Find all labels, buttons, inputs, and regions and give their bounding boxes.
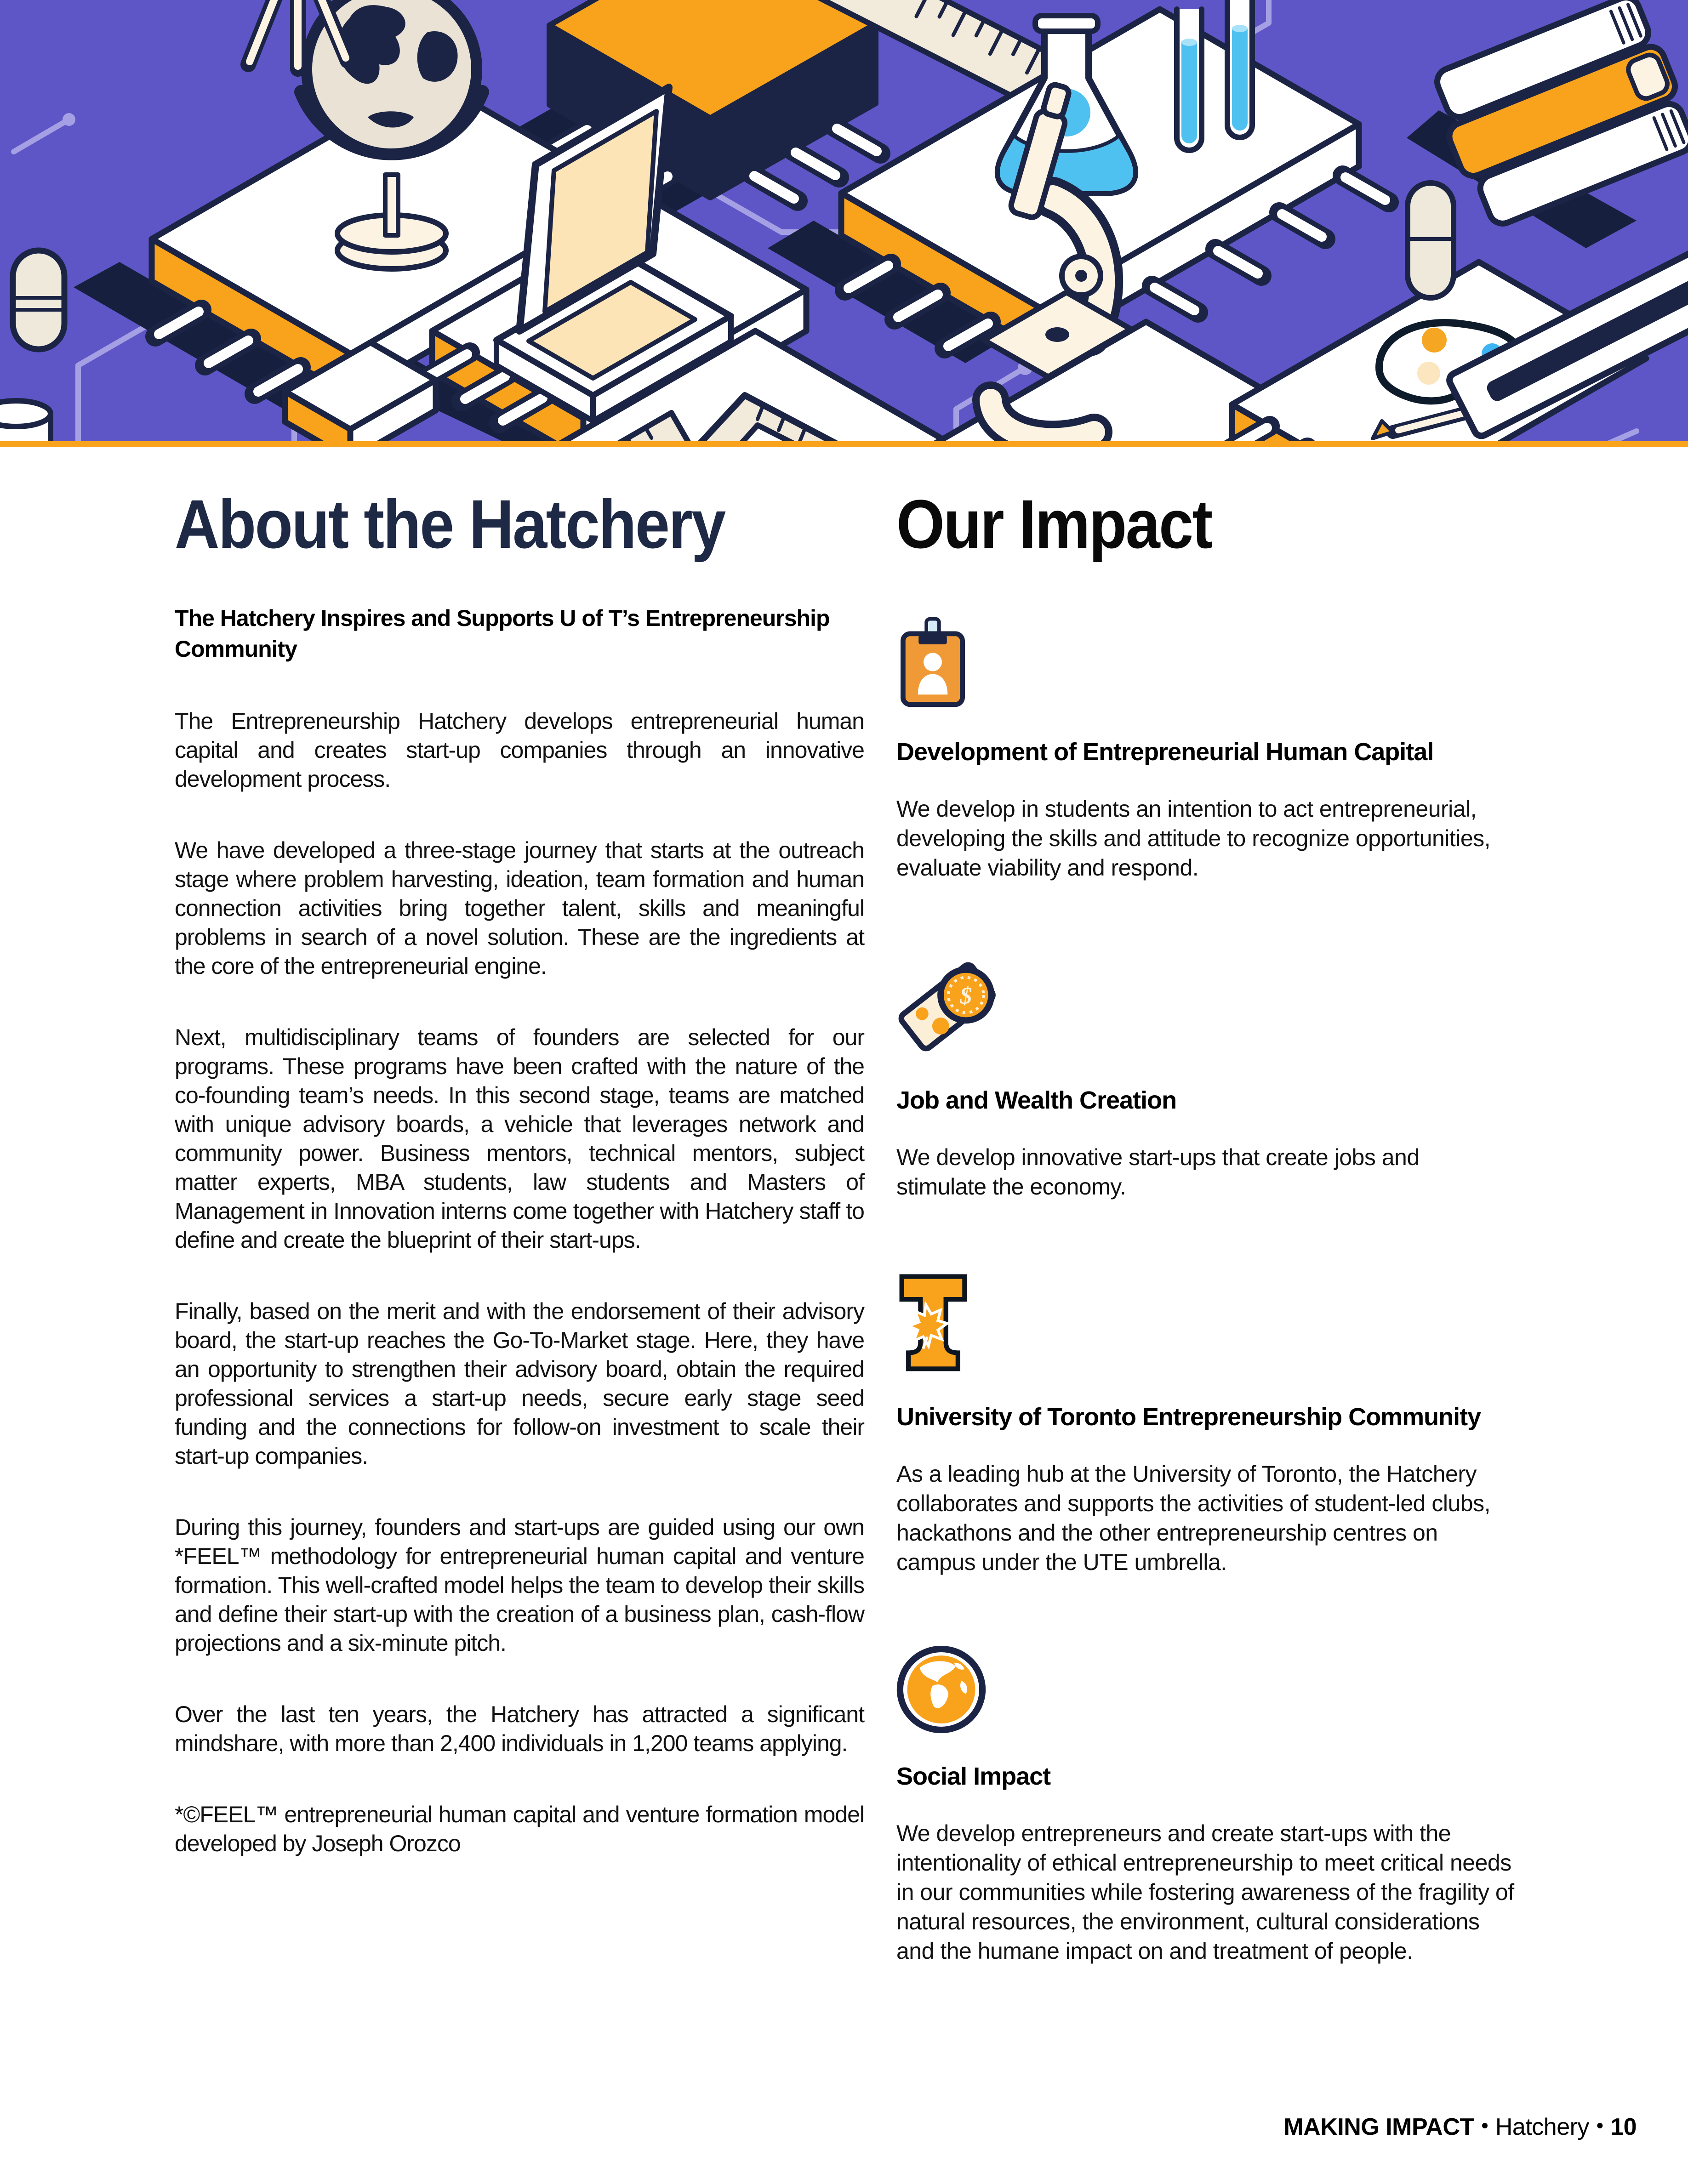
about-paragraph: Next, multidisciplinary teams of founders are selected for our programs. These programs have been crafted with the nature of the co-founding team’s needs. In this second stage, teams are matched with unique advisory boards, a vehicle that leverages network and community power. Business mentors, technical mentors, subject matter experts, MBA students, law students and Masters of Management in Innovation interns come together with Hatchery staff to define and create the blueprint of their start-ups. bbox=[175, 1024, 864, 1253]
globe-icon bbox=[896, 1646, 986, 1733]
about-paragraph: Finally, based on the merit and with the endorsement of their advisory board, the start-up reaches the Go-To-Market stage. Here, they have an opportunity to strengthen their advisory board, obtain the required professional services a start-up needs, secure early stage seed funding and the connections for follow-on investment to scale their start-up companies. bbox=[175, 1298, 864, 1469]
about-paragraph: During this journey, founders and start-ups are guided using our own *FEEL™ methodology for entrepreneurial human capital and venture formation. This well-crafted model helps the team to develop their skills and define their start-up with the creation of a business plan, cash-flow projections and a six-minute pitch. bbox=[175, 1514, 864, 1656]
footer-page-number: 10 bbox=[1610, 2114, 1637, 2140]
impact-title: Our Impact bbox=[896, 485, 1212, 563]
impact-heading: Development of Entrepreneurial Human Capital bbox=[896, 738, 1434, 766]
uoft-icon bbox=[896, 1270, 970, 1374]
footer-section: Hatchery bbox=[1495, 2114, 1589, 2140]
impact-body: As a leading hub at the University of Toronto, the Hatchery collaborates and supports the activities of student-led clubs, hackathons and the other entrepreneurship centres on campus under the UTE umbrella. bbox=[896, 1461, 1490, 1575]
footer-separator: • bbox=[1481, 2115, 1488, 2136]
money-icon bbox=[896, 951, 1004, 1057]
impact-heading: University of Toronto Entrepreneurship Community bbox=[896, 1403, 1481, 1431]
impact-heading: Social Impact bbox=[896, 1763, 1051, 1790]
impact-item-uoft bbox=[896, 1270, 1515, 1577]
about-paragraph: The Entrepreneurship Hatchery develops entrepreneurial human capital and creates start-up companies through an innovative development process. bbox=[175, 708, 864, 792]
impact-heading: Job and Wealth Creation bbox=[896, 1086, 1177, 1114]
about-subtitle: The Hatchery Inspires and Supports U of T’s Entrepreneurship Community bbox=[175, 605, 830, 662]
impact-body: We develop entrepreneurs and create start-ups with the intentionality of ethical entrepreneurship to meet critical needs in our communities while fostering awareness of the fragility of natural resources, the environment, cultural considerations and the humane impact on and treatment of people. bbox=[896, 1820, 1514, 1964]
impact-section bbox=[896, 485, 1515, 1966]
footer-publication: MAKING IMPACT bbox=[1283, 2114, 1474, 2140]
header-illustration bbox=[0, 0, 1688, 447]
impact-item-jobs bbox=[896, 951, 1515, 1201]
impact-item-human-capital bbox=[896, 617, 1515, 882]
impact-body: We develop innovative start-ups that create jobs and stimulate the economy. bbox=[896, 1144, 1420, 1200]
footer-separator: • bbox=[1596, 2115, 1603, 2136]
about-paragraph: We have developed a three-stage journey that starts at the outreach stage where problem harvesting, ideation, team formation and human connection activities bring together talent, skills and meaningful problems in search of a novel solution. These are the ingredients at the core of the entrepreneurial engine. bbox=[175, 837, 864, 979]
coin-dollar-symbol: $ bbox=[960, 983, 972, 1009]
page-footer bbox=[1283, 2113, 1637, 2141]
page-body bbox=[175, 485, 1535, 1966]
about-paragraph: Over the last ten years, the Hatchery has attracted a significant mindshare, with more than 2,400 individuals in 1,200 teams applying. bbox=[175, 1701, 864, 1756]
id-badge-icon bbox=[896, 617, 969, 709]
impact-item-social bbox=[896, 1646, 1515, 1966]
about-section bbox=[175, 485, 864, 1966]
circuit-board-illustration bbox=[0, 0, 1688, 447]
about-title: About the Hatchery bbox=[175, 485, 725, 563]
about-footnote: *©FEEL™ entrepreneurial human capital and venture formation model developed by Joseph Orozco bbox=[175, 1802, 864, 1856]
impact-body: We develop in students an intention to act entrepreneurial, developing the skills and attitude to recognize opportunities, evaluate viability and respond. bbox=[896, 796, 1491, 881]
